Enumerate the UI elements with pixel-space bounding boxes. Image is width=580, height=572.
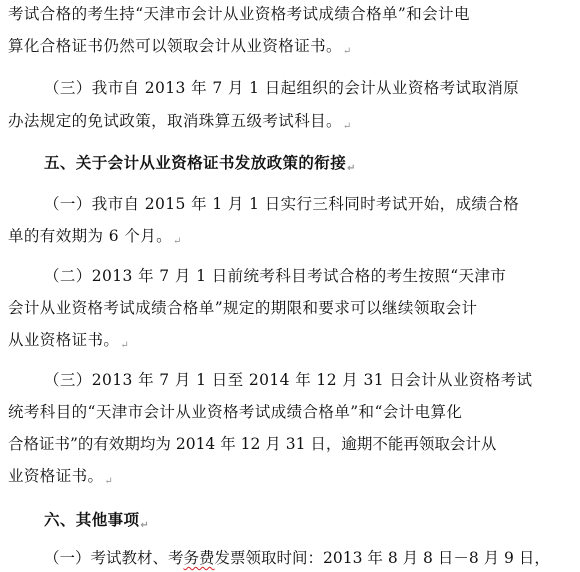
paragraph-line bbox=[8, 0, 580, 28]
heading-text: 六、其他事项 bbox=[44, 511, 140, 529]
paragraph-line bbox=[44, 74, 580, 102]
line-text: （一）我市自 2015 年 1 月 1 日实行三科同时考试开始，成绩合格 bbox=[44, 195, 520, 213]
section-heading bbox=[44, 149, 580, 177]
line-text: 合格证书”的有效期均为 2014 年 12 月 31 日，逾期不能再领取会计从 bbox=[8, 435, 497, 453]
paragraph-line bbox=[44, 190, 580, 218]
section-heading bbox=[44, 506, 580, 534]
line-text: 单的有效期为 6 个月。 bbox=[8, 227, 173, 245]
line-text: （三）我市自 2013 年 7 月 1 日起组织的会计从业资格考试取消原 bbox=[44, 79, 520, 97]
paragraph-line bbox=[44, 262, 580, 290]
paragraph-mark-icon: ↵ bbox=[120, 340, 130, 351]
paragraph-line bbox=[8, 430, 580, 458]
line-text: （一）考试教材、考 bbox=[44, 549, 184, 567]
paragraph-mark-icon: ↵ bbox=[173, 236, 182, 247]
paragraph-line bbox=[8, 222, 580, 250]
paragraph-mark-icon: ↵ bbox=[104, 476, 114, 487]
spellcheck-underline: 务费 bbox=[183, 549, 215, 567]
paragraph-mark-icon: ↵ bbox=[140, 520, 150, 531]
paragraph-line bbox=[8, 326, 580, 354]
paragraph-line bbox=[8, 398, 580, 426]
paragraph-line bbox=[8, 107, 580, 135]
line-text: 考试合格的考生持“天津市会计从业资格考试成绩合格单”和会计电 bbox=[8, 5, 470, 23]
line-text: 业资格证书。 bbox=[8, 467, 104, 485]
line-text: （三）2013 年 7 月 1 日至 2014 年 12 月 31 日会计从业资格考试 bbox=[44, 371, 533, 389]
paragraph-line bbox=[44, 366, 580, 394]
line-text: （二）2013 年 7 月 1 日前统考科目考试合格的考生按照“天津市 bbox=[44, 267, 507, 285]
line-text: 办法规定的免试政策，取消珠算五级考试科目。 bbox=[8, 112, 342, 130]
paragraph-mark-icon: ↵ bbox=[347, 163, 356, 174]
line-text: 算化合格证书仍然可以领取会计从业资格证书。 bbox=[8, 37, 342, 55]
line-text: 会计从业资格考试成绩合格单”规定的期限和要求可以继续领取会计 bbox=[8, 299, 478, 317]
paragraph-mark-icon: ↵ bbox=[342, 121, 352, 132]
heading-text: 五、关于会计从业资格证书发放政策的衔接 bbox=[44, 154, 347, 172]
paragraph-line bbox=[44, 544, 580, 572]
paragraph-line bbox=[8, 32, 580, 60]
line-text: 从业资格证书。 bbox=[8, 331, 120, 349]
line-text: 发票领取时间：2013 年 8 月 8 日－8 月 9 日， bbox=[214, 549, 550, 567]
paragraph-line bbox=[8, 462, 580, 490]
paragraph-line bbox=[8, 294, 580, 322]
paragraph-mark-icon: ↵ bbox=[342, 46, 352, 57]
line-text: 统考科目的“天津市会计从业资格考试成绩合格单”和“会计电算化 bbox=[8, 403, 463, 421]
